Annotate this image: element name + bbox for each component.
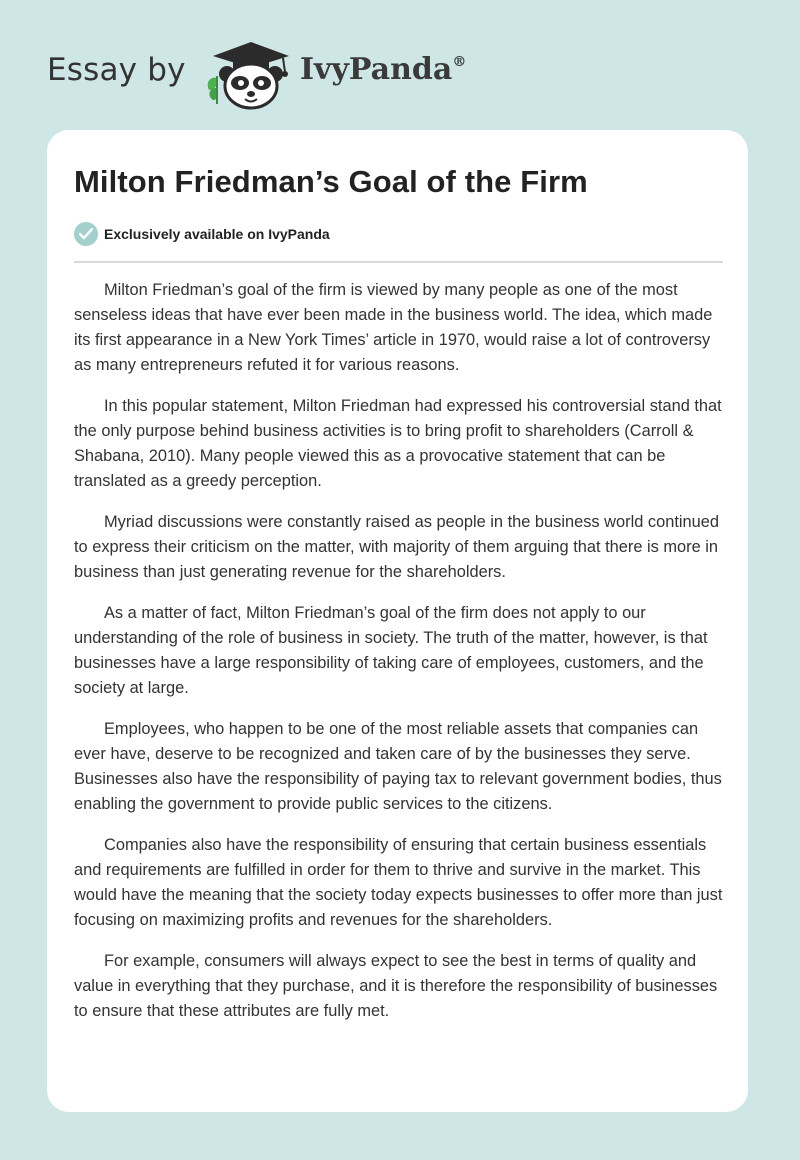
paragraph: Employees, who happen to be one of the most reliable assets that companies can ever have, deserve to be recognized and taken care of by the businesses they serve. Businesses also have the responsibility of paying tax to relevant government bodies, thus enabling the government to provide public services to the citizens. xyxy=(74,720,722,813)
check-circle-icon xyxy=(74,222,98,246)
brand-text: IvyPanda xyxy=(300,52,453,87)
essay-card xyxy=(47,130,748,1112)
divider xyxy=(74,261,723,263)
exclusive-badge xyxy=(74,221,330,247)
paragraph: Myriad discussions were constantly raised as people in the business world continued to express their criticism on the matter, with majority of them arguing that there is more in business than just generating revenue for the shareholders. xyxy=(74,513,719,581)
paragraph: As a matter of fact, Milton Friedman’s goal of the firm does not apply to our understanding of the role of business in society. The truth of the matter, however, is that businesses have a large responsibility of taking care of employees, customers, and the society at large. xyxy=(74,604,708,697)
paragraph: For example, consumers will always expect to see the best in terms of quality and value in everything that they purchase, and it is therefore the responsibility of businesses to ensure that these attributes are fully met. xyxy=(74,952,718,1020)
brand-name[interactable] xyxy=(300,52,466,87)
paragraph: In this popular statement, Milton Friedman had expressed his controversial stand that the only purpose behind business activities is to bring profit to shareholders (Carroll & Shabana, 2010). Many people viewed this as a provocative statement that can be translated as a greedy perception. xyxy=(74,397,722,490)
essay-title: Milton Friedman’s Goal of the Firm xyxy=(74,164,588,199)
panda-logo-icon[interactable] xyxy=(203,38,299,110)
registered-mark: ® xyxy=(452,54,467,70)
paragraph: Milton Friedman’s goal of the firm is viewed by many people as one of the most senseless ideas that have ever been made in the business world. The idea, which made its first appearance in a New York Times’ article in 1970, would raise a lot of controversy as many entrepreneurs refuted it for various reasons. xyxy=(74,281,713,374)
site-header xyxy=(47,38,507,110)
essay-body xyxy=(74,278,729,1040)
essay-by-label: Essay by xyxy=(47,52,186,88)
paragraph: Companies also have the responsibility of ensuring that certain business essentials and requirements are fulfilled in order for them to thrive and survive in the market. This would have the meaning that the society today expects businesses to offer more than just focusing on maximizing profits and revenues for the shareholders. xyxy=(74,836,723,929)
exclusive-badge-label: Exclusively available on IvyPanda xyxy=(104,226,330,242)
